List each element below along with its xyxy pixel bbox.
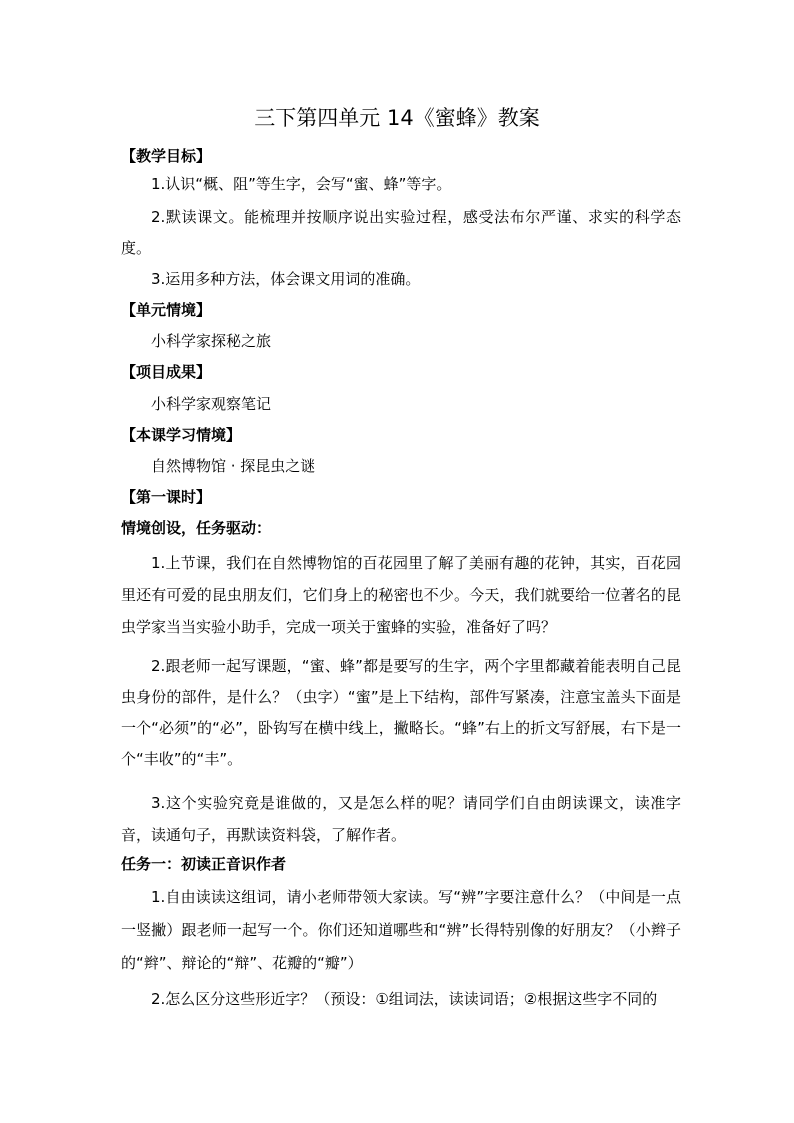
task1-paragraph-2: 2.怎么区分这些形近字？（预设：①组词法，读读词语；②根据这些字不同的: [151, 990, 658, 1008]
goal-item-2: 2.默读课文。能梳理并按顺序说出实验过程，感受法布尔严谨、求实的科学态度。: [121, 208, 681, 257]
project-heading: 【项目成果】: [121, 363, 212, 381]
task1-heading: 任务一：初读正音识作者: [121, 855, 287, 873]
intro-paragraph-3: 3.这个实验究竟是谁做的，又是怎么样的呢？请同学们自由朗读课文，读准字音，读通句子，再默读资料袋，了解作者。: [121, 794, 681, 844]
intro-paragraph-1: 1.上节课，我们在自然博物馆的百花园里了解了美丽有趣的花钟，其实，百花园里还有可爱的昆虫朋友们，它们身上的秘密也不少。今天，我们就要给一位著名的昆虫学家当当实验小助手，完成一项关于蜜蜂的实验，准备好了吗？: [121, 554, 681, 636]
unit-context-text: 小科学家探秘之旅: [151, 332, 272, 350]
lesson-context-heading: 【本课学习情境】: [121, 426, 242, 444]
teaching-goals-section: [121, 145, 681, 167]
task1-paragraph-1: 1.自由读读这组词，请小老师带领大家读。写“辨”字要注意什么？（中间是一点一竖撇）跟老师一起写一个。你们还知道哪些和“辨”长得特别像的好朋友？（小辫子的“辫”、辩论的“辩”、花瓣的“瓣”）: [121, 888, 681, 972]
period-heading: 【第一课时】: [121, 488, 212, 506]
project-text: 小科学家观察笔记: [151, 395, 272, 413]
intro-paragraph-2: 2.跟老师一起写课题，“蜜、蜂”都是要写的生字，两个字里都藏着能表明自己昆虫身份的部件，是什么？（虫字）“蜜”是上下结构，部件写紧凑，注意宝盖头下面是一个“必须”的“必”，卧钩写在横中线上，撇略长。“蜂”右上的折文写舒展，右下是一个“丰收”的“丰”。: [121, 657, 681, 768]
unit-context-heading: 【单元情境】: [121, 301, 212, 319]
teaching-goals-heading: 【教学目标】: [121, 147, 212, 165]
goal-item-1: 1.认识“概、阻”等生字，会写“蜜、蜂”等字。: [151, 175, 452, 193]
goal-item-3: 3.运用多种方法，体会课文用词的准确。: [151, 270, 421, 288]
document-title: 三下第四单元 14《蜜蜂》教案: [254, 106, 540, 130]
lesson-context-text: 自然博物馆 · 探昆虫之谜: [151, 457, 316, 475]
intro-heading: 情境创设，任务驱动：: [121, 519, 272, 537]
